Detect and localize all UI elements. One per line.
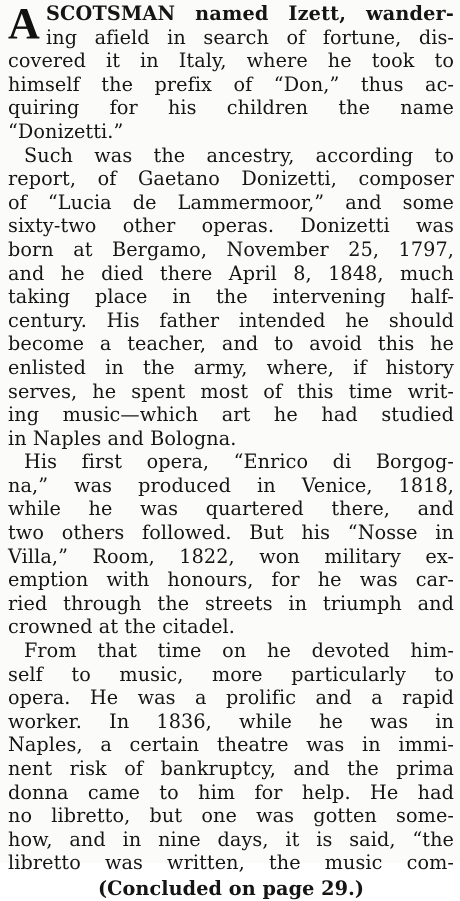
paragraph-line: report, of Gaetano Donizetti, composer: [8, 167, 454, 191]
paragraph-line: donna came to him for help. He had: [8, 780, 454, 804]
paragraph-line: ing afield in search of fortune, dis-: [46, 25, 454, 49]
paragraph-line: born at Bergamo, November 25, 1797,: [8, 237, 454, 261]
paragraph-line: ing music—which art he had studied: [8, 403, 454, 427]
paragraph-line: Villa,” Room, 1822, won military ex-: [8, 544, 454, 568]
paragraph-1: [8, 2, 454, 144]
paragraph-line: no libretto, but one was gotten some-: [8, 804, 454, 828]
paragraph-line: SCOTSMAN named Izett, wander-: [46, 2, 454, 25]
paragraph-line: Such was the ancestry, according to: [24, 143, 454, 167]
paragraph-line: while he was quartered there, and: [8, 497, 454, 521]
paragraph-line: self to music, more particularly to: [8, 662, 454, 686]
paragraph-line: emption with honours, for he was car-: [8, 568, 454, 592]
paragraph-line: nent risk of bankruptcy, and the prima: [8, 757, 454, 780]
paragraph-line: taking place in the intervening half-: [8, 285, 454, 309]
paragraph-line: covered it in Italy, where he took to: [8, 49, 454, 73]
paragraph-line: in Naples and Bologna.: [8, 426, 237, 450]
paragraph-line: century. His father intended he should: [8, 308, 454, 332]
paragraph-line: libretto was written, the music com-: [8, 851, 454, 875]
paragraph-line: and he died there April 8, 1848, much: [8, 261, 454, 285]
paragraph-line: two others followed. But his “Nosse in: [8, 521, 454, 545]
article-body: [8, 2, 454, 901]
paragraph-line: ried through the streets in triumph and: [8, 591, 454, 615]
paragraph-line: serves, he spent most of this time writ-: [8, 379, 454, 403]
paragraph-line: enlisted in the army, where, if history: [8, 355, 454, 379]
paragraph-line: himself the prefix of “Don,” thus ac-: [8, 72, 454, 96]
paragraph-line: worker. In 1836, while he was in: [8, 709, 454, 733]
paragraph-line: become a teacher, and to avoid this he: [8, 332, 454, 356]
continuation-note: (Concluded on page 29.): [97, 876, 365, 900]
paragraph-2: [8, 144, 454, 451]
paragraph-line: Naples, a certain theatre was in immi-: [8, 733, 454, 757]
paragraph-line: “Donizetti.”: [8, 119, 124, 143]
paragraph-line: of “Lucia de Lammermoor,” and some: [8, 190, 454, 214]
paragraph-line: quiring for his children the name: [8, 96, 454, 120]
paragraph-line: crowned at the citadel.: [8, 615, 235, 639]
paragraph-line: sixty-two other operas. Donizetti was: [8, 214, 454, 238]
paragraph-line: na,” was produced in Venice, 1818,: [8, 473, 454, 497]
paragraph-3: [8, 450, 454, 639]
paragraph-line: opera. He was a prolific and a rapid: [8, 686, 454, 710]
paragraph-line: From that time on he devoted him-: [24, 639, 454, 663]
paragraph-4: [8, 639, 454, 875]
paragraph-line: His first opera, “Enrico di Borgog-: [24, 450, 454, 474]
drop-cap: A: [8, 0, 40, 48]
paragraph-line: how, and in nine days, it is said, “the: [8, 827, 454, 851]
